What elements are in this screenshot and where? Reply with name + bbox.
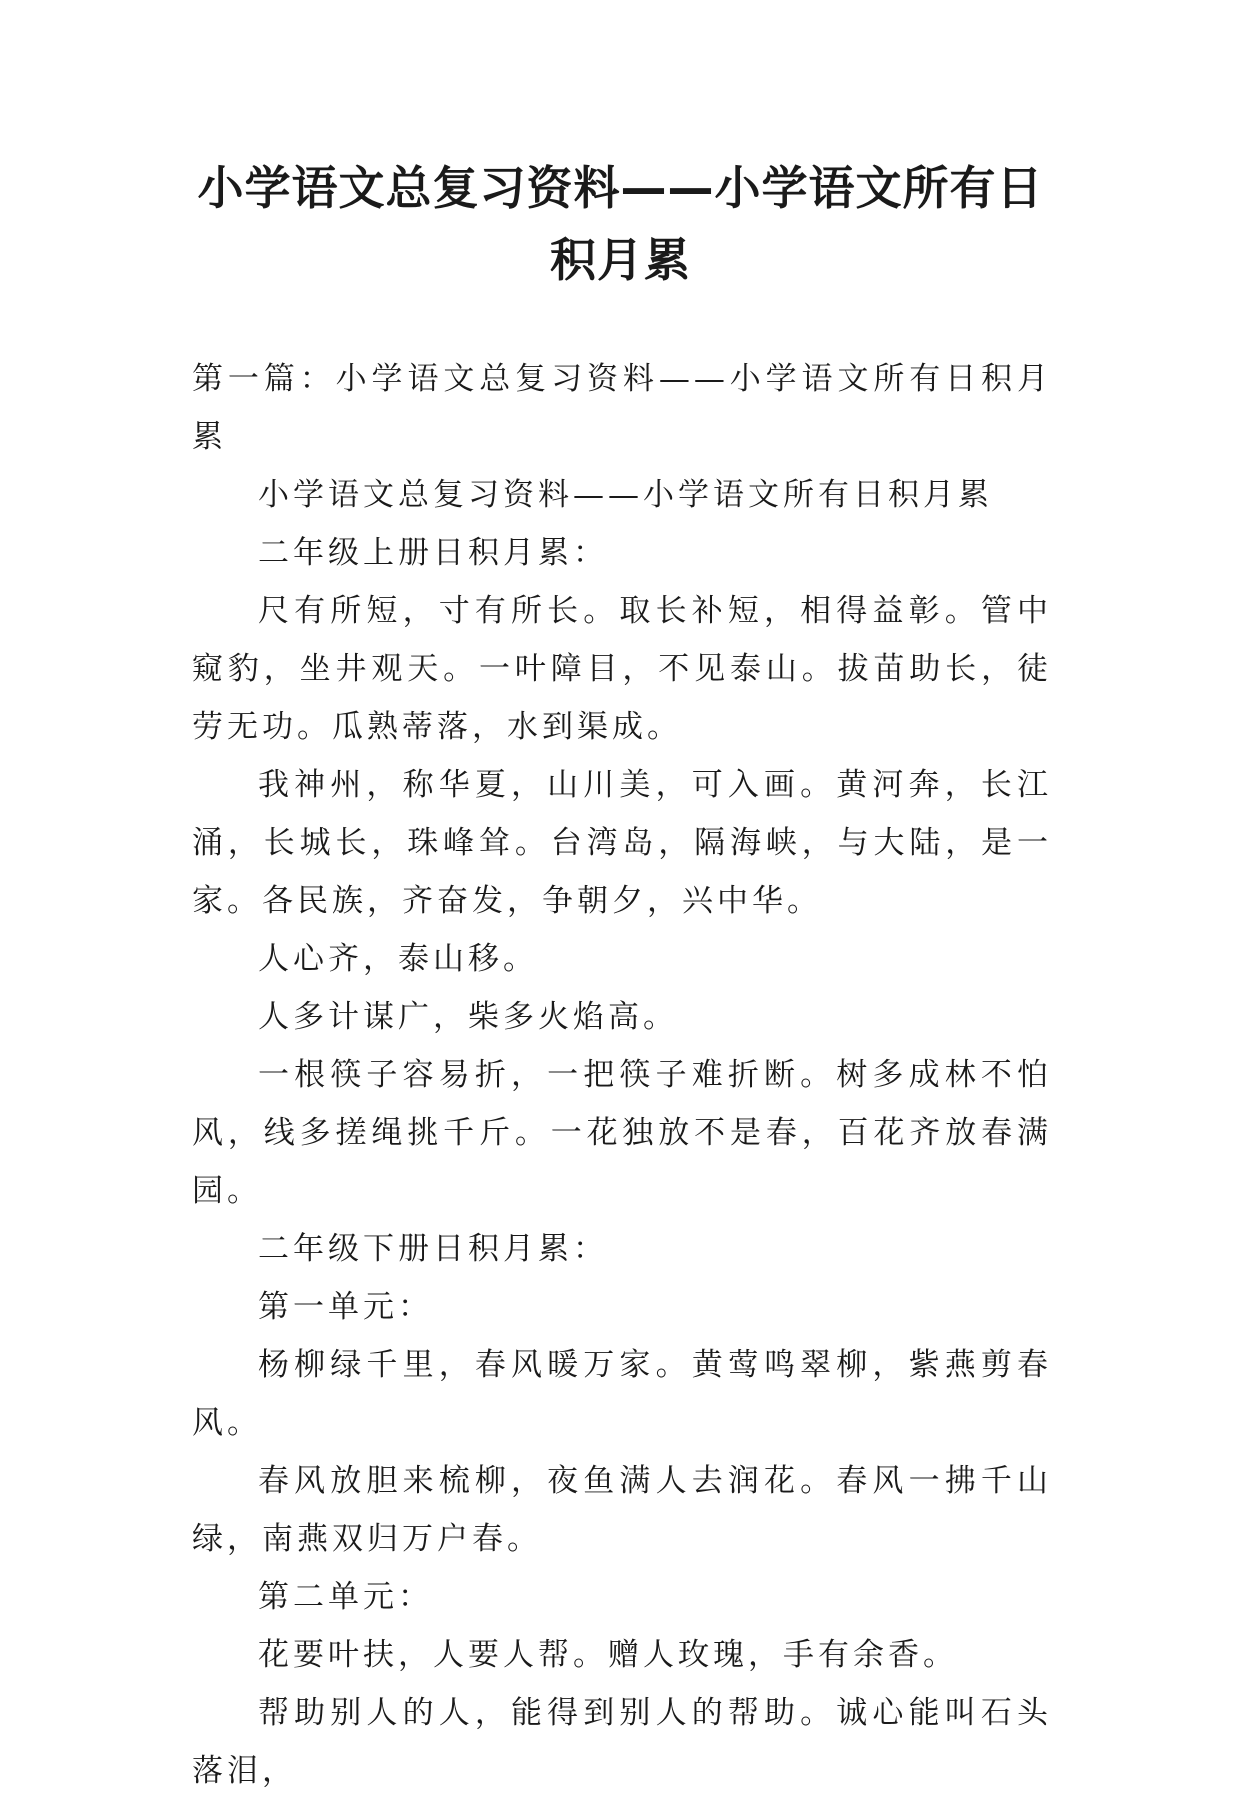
paragraph: 一根筷子容易折，一把筷子难折断。树多成林不怕风，线多搓绳挑千斤。一花独放不是春，百花齐放春满园。	[192, 1057, 1052, 1209]
document-body	[192, 350, 1052, 1800]
paragraph: 帮助别人的人，能得到别人的帮助。诚心能叫石头落泪，	[192, 1695, 1052, 1789]
paragraph: 二年级上册日积月累：	[258, 535, 608, 571]
paragraph: 小学语文总复习资料——小学语文所有日积月累	[258, 477, 993, 513]
paragraph: 第二单元：	[258, 1579, 433, 1615]
paragraph: 我神州，称华夏，山川美，可入画。黄河奔，长江涌，长城长，珠峰耸。台湾岛，隔海峡，与大陆，是一家。各民族，齐奋发，争朝夕，兴中华。	[192, 767, 1052, 919]
document-title	[150, 152, 1091, 296]
paragraph: 人心齐，泰山移。	[258, 941, 538, 977]
paragraph: 第一单元：	[258, 1289, 433, 1325]
paragraph: 尺有所短，寸有所长。取长补短，相得益彰。管中窥豹，坐井观天。一叶障目，不见泰山。拔苗助长，徒劳无功。瓜熟蒂落，水到渠成。	[192, 593, 1052, 745]
paragraph: 春风放胆来梳柳，夜鱼满人去润花。春风一拂千山绿，南燕双归万户春。	[192, 1463, 1052, 1557]
title-line-1: 小学语文总复习资料——小学语文所有日	[197, 161, 1044, 215]
section-heading: 第一篇：小学语文总复习资料——小学语文所有日积月累	[192, 361, 1052, 455]
paragraph: 杨柳绿千里，春风暖万家。黄莺鸣翠柳，紫燕剪春风。	[192, 1347, 1052, 1441]
paragraph: 人多计谋广，柴多火焰高。	[258, 999, 678, 1035]
title-line-2: 积月累	[550, 233, 691, 287]
paragraph: 花要叶扶，人要人帮。赠人玫瑰，手有余香。	[258, 1637, 958, 1673]
paragraph: 二年级下册日积月累：	[258, 1231, 608, 1267]
